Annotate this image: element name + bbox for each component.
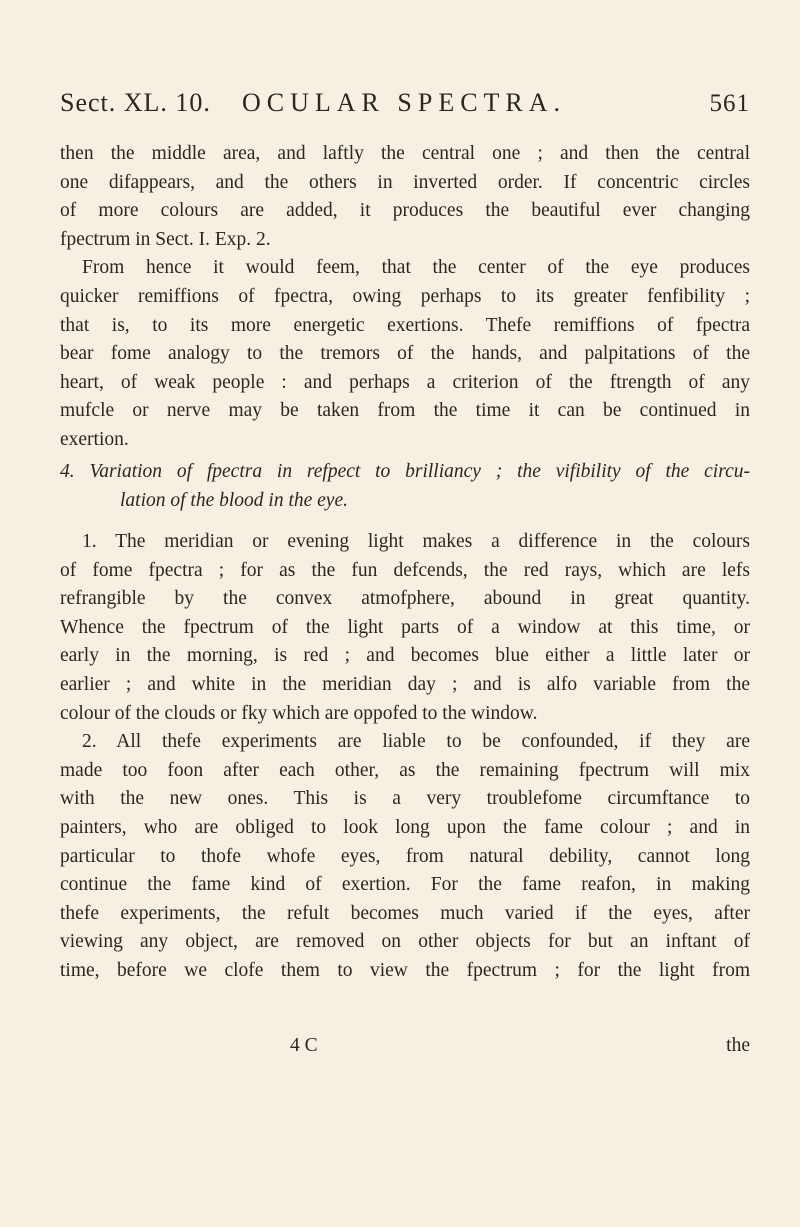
page-footer xyxy=(60,1035,750,1065)
text-line: earlier ; and white in the meridian day ; and is alfo variable from the xyxy=(60,673,750,695)
text-line: early in the morning, is red ; and becomes blue either a little later or xyxy=(60,645,750,667)
text-line: fpectrum in Sect. I. Exp. 2. xyxy=(60,228,271,250)
text-line: From hence it would feem, that the center of the eye produces xyxy=(82,257,750,279)
text-line: that is, to its more energetic exertions. Thefe remiffions of fpectra xyxy=(60,314,750,336)
signature-mark: 4 C xyxy=(290,1035,318,1056)
text-line: then the middle area, and laftly the central one ; and then the central xyxy=(60,143,750,164)
text-line: of more colours are added, it produces the beautiful ever changing xyxy=(60,200,750,222)
heading-line: 4. Variation of fpectra in refpect to brilliancy ; the vifibility of the circu- xyxy=(60,461,750,482)
text-line: 1. The meridian or evening light makes a difference in the colours xyxy=(82,531,750,552)
text-line: quicker remiffions of fpectra, owing perhaps to its greater fenfibility ; xyxy=(60,285,750,307)
text-line: exertion. xyxy=(60,428,129,450)
text-line: thefe experiments, the refult becomes much varied if the eyes, after xyxy=(60,902,750,924)
text-line: painters, who are obliged to look long upon the fame colour ; and in xyxy=(60,816,750,838)
text-line: continue the fame kind of exertion. For the fame reafon, in making xyxy=(60,874,750,896)
text-line: one difappears, and the others in inverted order. If concentric circles xyxy=(60,171,750,193)
text-line: heart, of weak people : and perhaps a criterion of the ftrength of any xyxy=(60,371,750,393)
text-line: Whence the fpectrum of the light parts of a window at this time, or xyxy=(60,616,750,638)
text-line: refrangible by the convex atmofphere, abound in great quantity. xyxy=(60,588,750,610)
text-line: time, before we clofe them to view the fpectrum ; for the light from xyxy=(60,959,750,981)
page-number: 561 xyxy=(709,90,750,117)
paragraph-continuation xyxy=(60,140,750,254)
running-title: OCULAR SPECTRA. xyxy=(242,88,567,117)
text-line: with the new ones. This is a very troublefome circumftance to xyxy=(60,788,750,810)
text-line: particular to thofe whofe eyes, from natural debility, cannot long xyxy=(60,845,750,867)
text-line: 2. All thefe experiments are liable to be confounded, if they are xyxy=(82,731,750,753)
text-line: of fome fpectra ; for as the fun defcends, the red rays, which are lefs xyxy=(60,559,750,581)
text-line: bear fome analogy to the tremors of the hands, and palpitations of the xyxy=(60,343,750,365)
running-header xyxy=(60,88,750,128)
paragraph xyxy=(60,528,750,728)
text-line: made too foon after each other, as the remaining fpectrum will mix xyxy=(60,759,750,781)
body-text-top xyxy=(60,140,750,455)
heading-line: lation of the blood in the eye. xyxy=(120,489,348,511)
section-heading xyxy=(60,458,750,515)
body-text-bottom xyxy=(60,528,750,986)
text-line: mufcle or nerve may be taken from the time it can be continued in xyxy=(60,400,750,422)
paragraph xyxy=(60,254,750,454)
text-line: viewing any object, are removed on other objects for but an inftant of xyxy=(60,931,750,953)
paragraph xyxy=(60,728,750,985)
section-reference: Sect. XL. 10. xyxy=(60,88,211,117)
text-line: colour of the clouds or fky which are oppofed to the window. xyxy=(60,702,538,724)
catchword: the xyxy=(726,1035,750,1056)
